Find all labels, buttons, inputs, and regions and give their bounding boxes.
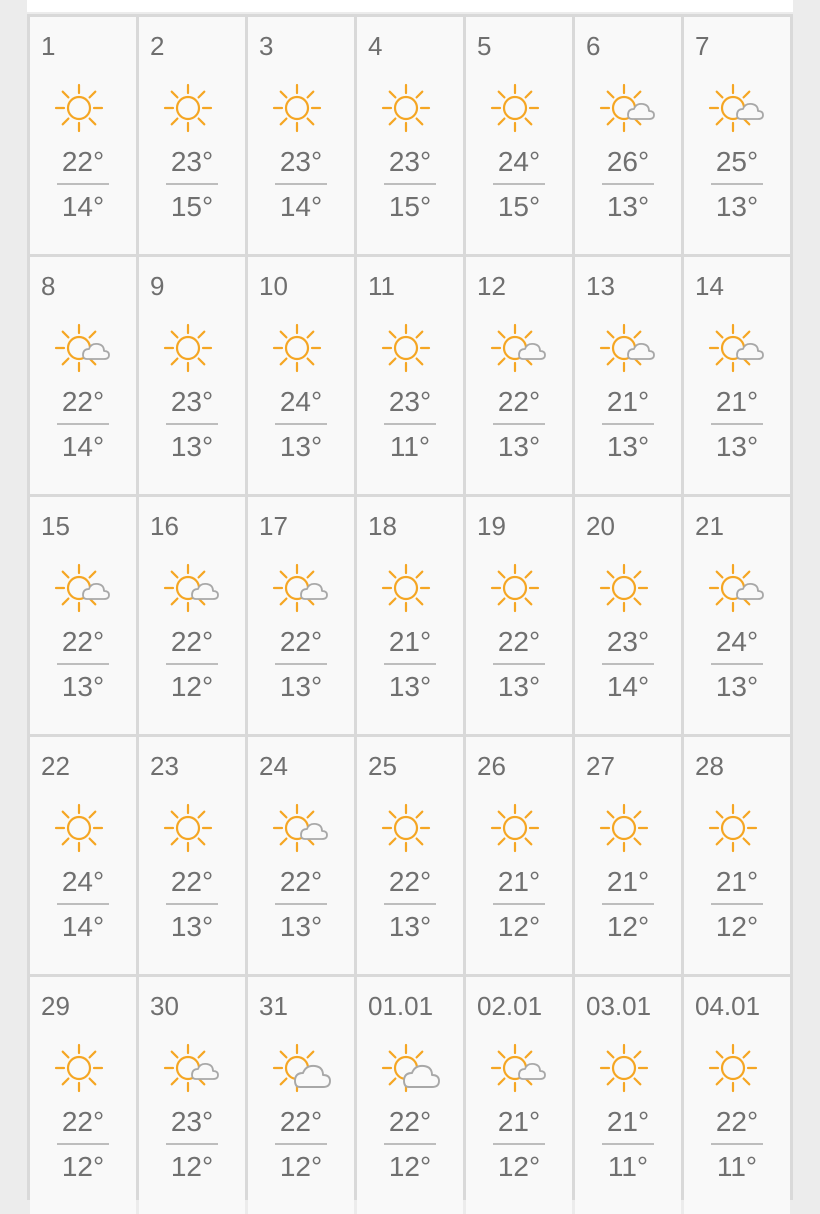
high-temperature: 22° [61,146,105,177]
day-number: 6 [586,31,601,61]
temperature-block [248,865,354,944]
day-cell[interactable] [357,737,463,974]
high-temperature: 23° [388,146,432,177]
day-cell[interactable] [139,737,245,974]
sun-icon [485,79,549,137]
sun-icon [703,799,767,857]
sun-icon [158,79,222,137]
temperature-divider [384,183,436,185]
high-temperature: 23° [170,146,214,177]
low-temperature: 12° [61,1151,105,1182]
temperature-block [139,385,245,464]
day-number: 4 [368,31,383,61]
high-temperature: 22° [388,866,432,897]
high-temperature: 24° [715,626,759,657]
low-temperature: 11° [607,1151,649,1182]
day-number: 15 [41,511,70,541]
day-cell[interactable] [357,17,463,254]
temperature-divider [166,1143,218,1145]
day-cell[interactable] [466,497,572,734]
day-number: 8 [41,271,56,301]
temperature-block [357,145,463,224]
low-temperature: 13° [715,671,759,702]
low-temperature: 14° [606,671,650,702]
day-number: 28 [695,751,724,781]
day-number: 21 [695,511,724,541]
temperature-divider [711,423,763,425]
day-number: 18 [368,511,397,541]
temperature-block [248,625,354,704]
high-temperature: 22° [279,866,323,897]
temperature-block [248,1105,354,1184]
day-cell[interactable] [139,977,245,1214]
high-temperature: 21° [606,1106,650,1137]
low-temperature: 13° [279,671,323,702]
high-temperature: 25° [715,146,759,177]
temperature-block [466,385,572,464]
day-number: 2 [150,31,165,61]
day-cell[interactable] [357,497,463,734]
day-number: 04.01 [695,991,761,1021]
low-temperature: 13° [497,671,541,702]
low-temperature: 13° [170,431,214,462]
day-cell[interactable] [684,737,790,974]
sun-icon [49,79,113,137]
day-cell[interactable] [30,977,136,1214]
temperature-block [139,145,245,224]
high-temperature: 21° [497,1106,541,1137]
sun-icon [158,319,222,377]
day-cell[interactable] [30,17,136,254]
low-temperature: 12° [606,911,650,942]
temperature-block [684,145,790,224]
low-temperature: 12° [388,1151,432,1182]
sun-cloud-icon [267,559,331,617]
day-cell[interactable] [466,977,572,1214]
high-temperature: 22° [279,1106,323,1137]
sun-cloud-icon [485,319,549,377]
sun-icon [158,799,222,857]
sun-cloud-icon [267,799,331,857]
day-cell[interactable] [684,497,790,734]
day-number: 11 [368,271,395,301]
day-cell[interactable] [139,17,245,254]
temperature-divider [275,1143,327,1145]
low-temperature: 12° [170,671,214,702]
day-number: 26 [477,751,506,781]
high-temperature: 22° [715,1106,759,1137]
temperature-divider [384,663,436,665]
low-temperature: 12° [279,1151,323,1182]
day-cell[interactable] [575,257,681,494]
sun-cloud-icon [703,559,767,617]
temperature-divider [602,903,654,905]
sun-cloud-icon [158,1039,222,1097]
low-temperature: 13° [606,431,650,462]
day-number: 29 [41,991,70,1021]
temperature-block [466,865,572,944]
temperature-divider [384,423,436,425]
temperature-divider [493,1143,545,1145]
temperature-block [30,1105,136,1184]
sun-cloud-icon [49,559,113,617]
temperature-divider [166,183,218,185]
sun-icon [376,319,440,377]
day-number: 13 [586,271,615,301]
high-temperature: 21° [606,866,650,897]
temperature-block [357,865,463,944]
low-temperature: 14° [279,191,323,222]
temperature-divider [166,663,218,665]
sun-icon [376,799,440,857]
temperature-block [684,625,790,704]
sun-icon [703,1039,767,1097]
temperature-divider [275,903,327,905]
sun-icon [49,799,113,857]
temperature-divider [711,663,763,665]
day-number: 1 [41,31,56,61]
high-temperature: 22° [61,1106,105,1137]
day-cell[interactable] [684,977,790,1214]
temperature-block [466,625,572,704]
sun-icon [49,1039,113,1097]
day-number: 16 [150,511,179,541]
sun-icon [376,79,440,137]
temperature-block [575,145,681,224]
top-strip [27,0,793,12]
temperature-block [357,625,463,704]
temperature-block [466,145,572,224]
low-temperature: 15° [388,191,432,222]
temperature-divider [166,903,218,905]
sun-icon [485,799,549,857]
temperature-divider [57,1143,109,1145]
low-temperature: 12° [497,911,541,942]
high-temperature: 21° [497,866,541,897]
sun-icon [594,559,658,617]
temperature-divider [602,183,654,185]
temperature-block [139,1105,245,1184]
day-cell[interactable] [466,17,572,254]
temperature-divider [493,903,545,905]
high-temperature: 22° [497,626,541,657]
temperature-block [575,385,681,464]
high-temperature: 24° [497,146,541,177]
temperature-divider [602,663,654,665]
temperature-block [357,1105,463,1184]
sun-cloud-icon [594,319,658,377]
temperature-block [248,385,354,464]
day-cell[interactable] [466,737,572,974]
low-temperature: 12° [497,1151,541,1182]
sun-cloud-icon [703,79,767,137]
sun-cloud-icon [703,319,767,377]
day-number: 20 [586,511,615,541]
high-temperature: 24° [61,866,105,897]
low-temperature: 13° [388,911,432,942]
high-temperature: 23° [279,146,323,177]
low-temperature: 11° [389,431,431,462]
sun-cloud-icon [158,559,222,617]
low-temperature: 15° [170,191,214,222]
high-temperature: 22° [170,626,214,657]
high-temperature: 21° [715,866,759,897]
day-number: 02.01 [477,991,543,1021]
day-number: 01.01 [368,991,434,1021]
day-cell[interactable] [357,257,463,494]
low-temperature: 13° [715,191,759,222]
sun-cloud-icon [49,319,113,377]
day-cell[interactable] [248,497,354,734]
low-temperature: 13° [279,431,323,462]
temperature-block [684,865,790,944]
temperature-block [30,625,136,704]
temperature-divider [711,1143,763,1145]
day-cell[interactable] [684,17,790,254]
temperature-block [248,145,354,224]
day-cell[interactable] [357,977,463,1214]
high-temperature: 23° [606,626,650,657]
day-cell[interactable] [248,977,354,1214]
sun-big-cloud-icon [267,1039,331,1097]
low-temperature: 11° [716,1151,758,1182]
temperature-divider [384,1143,436,1145]
high-temperature: 22° [388,1106,432,1137]
day-number: 27 [586,751,615,781]
temperature-block [684,385,790,464]
high-temperature: 23° [170,1106,214,1137]
temperature-divider [57,903,109,905]
calendar-grid [27,14,793,1200]
temperature-block [139,865,245,944]
day-number: 14 [695,271,724,301]
low-temperature: 13° [606,191,650,222]
temperature-block [575,1105,681,1184]
temperature-block [575,625,681,704]
temperature-divider [384,903,436,905]
high-temperature: 23° [388,386,432,417]
day-number: 9 [150,271,165,301]
day-cell[interactable] [30,257,136,494]
temperature-divider [57,423,109,425]
day-cell[interactable] [248,257,354,494]
day-cell[interactable] [575,977,681,1214]
sun-cloud-icon [594,79,658,137]
low-temperature: 15° [497,191,541,222]
temperature-divider [57,663,109,665]
day-cell[interactable] [248,17,354,254]
temperature-divider [602,423,654,425]
day-cell[interactable] [575,737,681,974]
high-temperature: 24° [279,386,323,417]
day-number: 31 [259,991,288,1021]
day-number: 12 [477,271,506,301]
day-cell[interactable] [139,257,245,494]
day-number: 19 [477,511,506,541]
low-temperature: 14° [61,191,105,222]
low-temperature: 13° [170,911,214,942]
day-number: 7 [695,31,710,61]
temperature-divider [275,663,327,665]
high-temperature: 21° [715,386,759,417]
temperature-block [466,1105,572,1184]
day-number: 3 [259,31,274,61]
day-cell[interactable] [139,497,245,734]
high-temperature: 26° [606,146,650,177]
low-temperature: 13° [497,431,541,462]
high-temperature: 23° [170,386,214,417]
day-number: 17 [259,511,288,541]
temperature-divider [166,423,218,425]
day-number: 25 [368,751,397,781]
temperature-divider [275,423,327,425]
sun-cloud-icon [485,1039,549,1097]
high-temperature: 22° [170,866,214,897]
temperature-block [30,865,136,944]
low-temperature: 13° [388,671,432,702]
low-temperature: 14° [61,911,105,942]
low-temperature: 13° [61,671,105,702]
day-number: 30 [150,991,179,1021]
low-temperature: 12° [170,1151,214,1182]
day-cell[interactable] [575,497,681,734]
day-number: 24 [259,751,288,781]
temperature-divider [711,903,763,905]
day-number: 5 [477,31,492,61]
low-temperature: 12° [715,911,759,942]
temperature-divider [57,183,109,185]
low-temperature: 14° [61,431,105,462]
day-cell[interactable] [30,737,136,974]
low-temperature: 13° [279,911,323,942]
day-number: 23 [150,751,179,781]
high-temperature: 22° [279,626,323,657]
low-temperature: 13° [715,431,759,462]
day-number: 03.01 [586,991,652,1021]
temperature-divider [275,183,327,185]
sun-big-cloud-icon [376,1039,440,1097]
temperature-divider [493,183,545,185]
temperature-divider [493,423,545,425]
sun-icon [267,79,331,137]
high-temperature: 21° [388,626,432,657]
high-temperature: 22° [497,386,541,417]
high-temperature: 22° [61,386,105,417]
temperature-divider [602,1143,654,1145]
temperature-block [30,145,136,224]
sun-icon [376,559,440,617]
day-cell[interactable] [30,497,136,734]
day-cell[interactable] [248,737,354,974]
sun-icon [485,559,549,617]
temperature-block [139,625,245,704]
temperature-divider [711,183,763,185]
sun-icon [267,319,331,377]
temperature-block [357,385,463,464]
sun-icon [594,1039,658,1097]
temperature-divider [493,663,545,665]
day-cell[interactable] [466,257,572,494]
temperature-block [575,865,681,944]
day-number: 10 [259,271,288,301]
high-temperature: 21° [606,386,650,417]
day-cell[interactable] [575,17,681,254]
day-cell[interactable] [684,257,790,494]
high-temperature: 22° [61,626,105,657]
sun-icon [594,799,658,857]
temperature-block [684,1105,790,1184]
temperature-block [30,385,136,464]
day-number: 22 [41,751,70,781]
